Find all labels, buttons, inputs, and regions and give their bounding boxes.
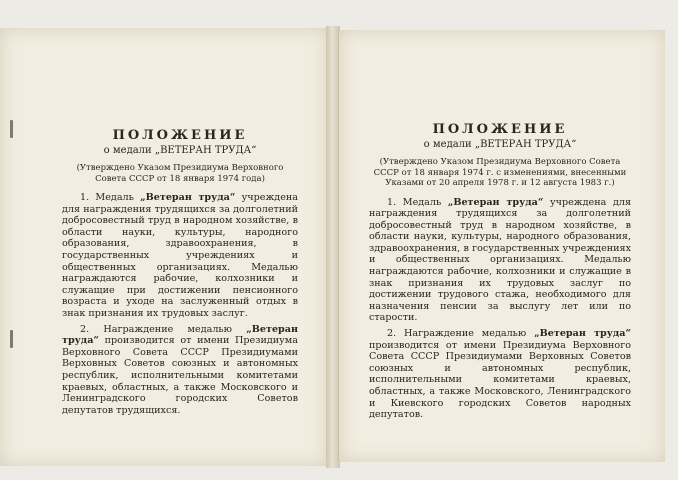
right-paragraph-1: 1. Медаль „Ветеран труда“ учреждена для награждения трудящихся за долголетний добросовестный труд в народном хозяйстве, в области науки, культуры, народного образования, здравоохранения, в государственных учреждениях и общественных организациях. Медалью награждаются рабочие, колхозники и служащие в знак признания их трудовых заслуг по достижении трудового стажа, необходимого для назначения пенсии за выслугу лет или по старости. bbox=[369, 196, 631, 324]
staple-icon bbox=[10, 120, 13, 138]
right-page bbox=[338, 30, 665, 462]
left-page-content bbox=[62, 128, 298, 420]
left-paragraph-1: 1. Медаль „Ветеран труда“ учреждена для награждения трудящихся за долголетний добросовестный труд в народном хозяйстве, в области науки, культуры, народного образования, здравоохранения, в государственных учреждениях и общественных организациях. Медалью награждаются рабочие, колхозники и служащие при достижении пенсионного возраста и уходе на заслуженный отдых в знак признания их трудовых заслуг. bbox=[62, 192, 298, 319]
right-page-note: (Утверждено Указом Президиума Верховного Совета СССР от 18 января 1974 г. с изменениями, внесенными Указами от 20 апреля 1978 г. и 12 августа 1983 г.) bbox=[373, 157, 627, 188]
staple-icon bbox=[10, 330, 13, 348]
left-page-subtitle: о медали „ВЕТЕРАН ТРУДА“ bbox=[103, 145, 257, 156]
right-page-title: ПОЛОЖЕНИЕ bbox=[432, 122, 568, 137]
right-paragraph-2: 2. Награждение медалью „Ветеран труда“ производится от имени Президиума Верховного Совета СССР Президиумами Верховных Советов союзных и автономных республик, исполнительными комитетами краевых, областных, а также Московского, Ленинградского и Киевского городских Советов народных депутатов. bbox=[369, 328, 631, 421]
right-page-subtitle: о медали „ВЕТЕРАН ТРУДА“ bbox=[423, 139, 577, 150]
left-page bbox=[0, 28, 329, 466]
left-page-title: ПОЛОЖЕНИЕ bbox=[112, 128, 248, 143]
right-page-content bbox=[369, 122, 631, 425]
left-paragraph-2: 2. Награждение медалью „Ветеран труда“ производится от имени Президиума Верховного Совета СССР Президиумами Верховных Советов союзных и автономных республик, исполнительными комитетами краевых, областных, а также Московского и Ленинградского городских Советов депутатов трудящихся. bbox=[62, 323, 298, 416]
left-page-note: (Утверждено Указом Президиума Верховного Совета СССР от 18 января 1974 года) bbox=[76, 163, 284, 184]
